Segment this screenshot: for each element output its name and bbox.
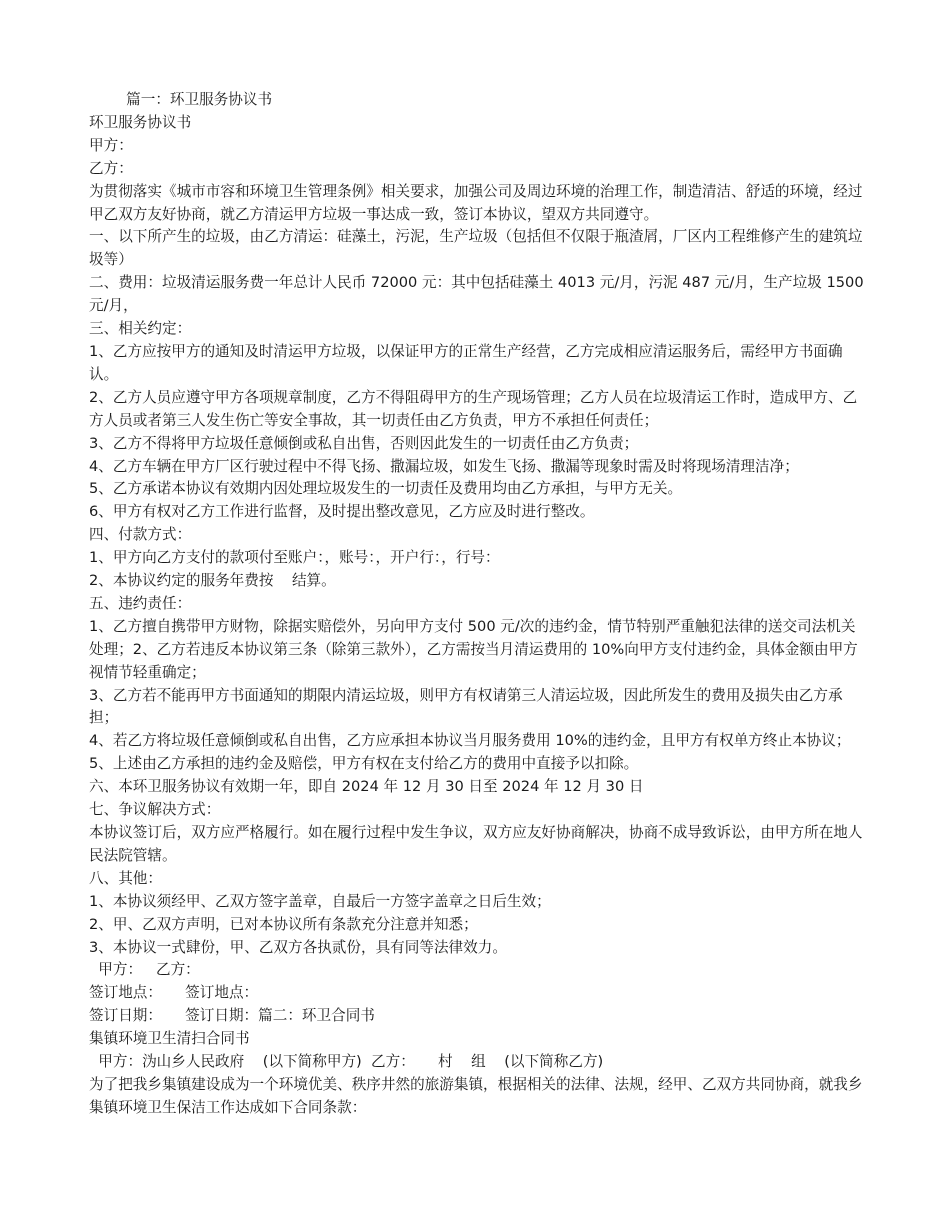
doc-line: 4、若乙方将垃圾任意倾倒或私自出售，乙方应承担本协议当月服务费用 10%的违约金，且甲方有权单方终止本协议； [89, 732, 851, 750]
doc-line: 为了把我乡集镇建设成为一个环境优美、秩序井然的旅游集镇，根据相关的法律、法规，经甲、乙双方共同协商，就我乡集镇环境卫生保洁工作达成如下合同条款： [89, 1075, 863, 1116]
doc-line: 八、其他： [89, 869, 162, 887]
doc-line: 集镇环境卫生清扫合同书 [89, 1030, 250, 1048]
doc-line: 6、甲方有权对乙方工作进行监督，及时提出整改意见，乙方应及时进行整改。 [89, 503, 595, 521]
doc-line: 2、甲、乙双方声明，已对本协议所有条款充分注意并知悉； [89, 915, 478, 933]
doc-line: 为贯彻落实《城市市容和环境卫生管理条例》相关要求，加强公司及周边环境的治理工作，制造清洁、舒适的环境，经过甲乙双方友好协商，就乙方清运甲方垃圾一事达成一致，签订本协议，望双方共同遵守。 [89, 182, 863, 223]
doc-line: 七、争议解决方式： [89, 801, 221, 819]
doc-line: 3、乙方不得将甲方垃圾任意倾倒或私自出售，否则因此发生的一切责任由乙方负责； [89, 434, 639, 452]
doc-line: 甲方：沩山乡人民政府 (以下简称甲方) 乙方： 村 组 (以下简称乙方) [89, 1053, 604, 1071]
doc-line: 四、付款方式： [89, 526, 192, 544]
doc-line: 本协议签订后，双方应严格履行。如在履行过程中发生争议，双方应友好协商解决，协商不成导致诉讼，由甲方所在地人民法院管辖。 [89, 824, 863, 864]
doc-line: 3、本协议一式肆份，甲、乙双方各执贰份，具有同等法律效力。 [89, 938, 507, 956]
doc-line: 二、费用：垃圾清运服务费一年总计人民币 72000 元：其中包括硅藻土 4013 元/月，污泥 487 元/月，生产垃圾 1500 元/月， [89, 274, 869, 315]
doc-line: 五、违约责任： [89, 594, 192, 612]
doc-line: 1、甲方向乙方支付的款项付至账户：，账号：，开户行：，行号： [89, 549, 500, 567]
doc-line: 环卫服务协议书 [89, 113, 192, 131]
doc-line: 甲方： 乙方： [89, 961, 200, 979]
doc-line: 1、乙方应按甲方的通知及时清运甲方垃圾，以保证甲方的正常生产经营，乙方完成相应清运服务后，需经甲方书面确认。 [89, 342, 843, 383]
doc-line: 2、本协议约定的服务年费按 结算。 [89, 572, 336, 590]
doc-line: 2、乙方人员应遵守甲方各项规章制度，乙方不得阻碍甲方的生产现场管理；乙方人员在垃圾清运工作时，造成甲方、乙方人员或者第三人发生伤亡等安全事故，其一切责任由乙方负责，甲方不承担任何责任； [89, 388, 858, 429]
doc-line: 签订日期： 签订日期：篇二：环卫合同书 [89, 1007, 375, 1025]
doc-line: 1、本协议须经甲、乙双方签字盖章，自最后一方签字盖章之日后生效； [89, 892, 551, 910]
doc-line: 一、以下所产生的垃圾，由乙方清运：硅藻土，污泥，生产垃圾（包括但不仅限于瓶渣屑，厂区内工程维修产生的建筑垃圾等） [89, 228, 863, 269]
doc-line: 篇一：环卫服务协议书 [89, 91, 273, 108]
document-body [89, 89, 869, 1120]
doc-line: 1、乙方擅自携带甲方财物，除据实赔偿外，另向甲方支付 500 元/次的违约金，情节特别严重触犯法律的送交司法机关处理；2、乙方若违反本协议第三条（除第三款外），乙方需按当月清运费用的 10%向甲方支付违约金，具体金额由甲方视情节轻重确定； [89, 617, 858, 681]
doc-line: 5、乙方承诺本协议有效期内因处理垃圾发生的一切责任及费用均由乙方承担，与甲方无关。 [89, 480, 683, 498]
doc-line: 六、本环卫服务协议有效期一年，即自 2024 年 12 月 30 日至 2024 年 12 月 30 日 [89, 778, 644, 796]
doc-line: 5、上述由乙方承担的违约金及赔偿，甲方有权在支付给乙方的费用中直接予以扣除。 [89, 755, 639, 773]
doc-line: 签订地点： 签订地点： [89, 984, 259, 1002]
doc-line: 4、乙方车辆在甲方厂区行驶过程中不得飞扬、撒漏垃圾，如发生飞扬、撒漏等现象时需及时将现场清理洁净； [89, 457, 799, 475]
doc-line: 甲方： [89, 136, 133, 154]
doc-line: 乙方： [89, 159, 133, 177]
doc-line: 三、相关约定： [89, 320, 192, 338]
doc-line: 3、乙方若不能再甲方书面通知的期限内清运垃圾，则甲方有权请第三人清运垃圾，因此所发生的费用及损失由乙方承担； [89, 686, 843, 727]
